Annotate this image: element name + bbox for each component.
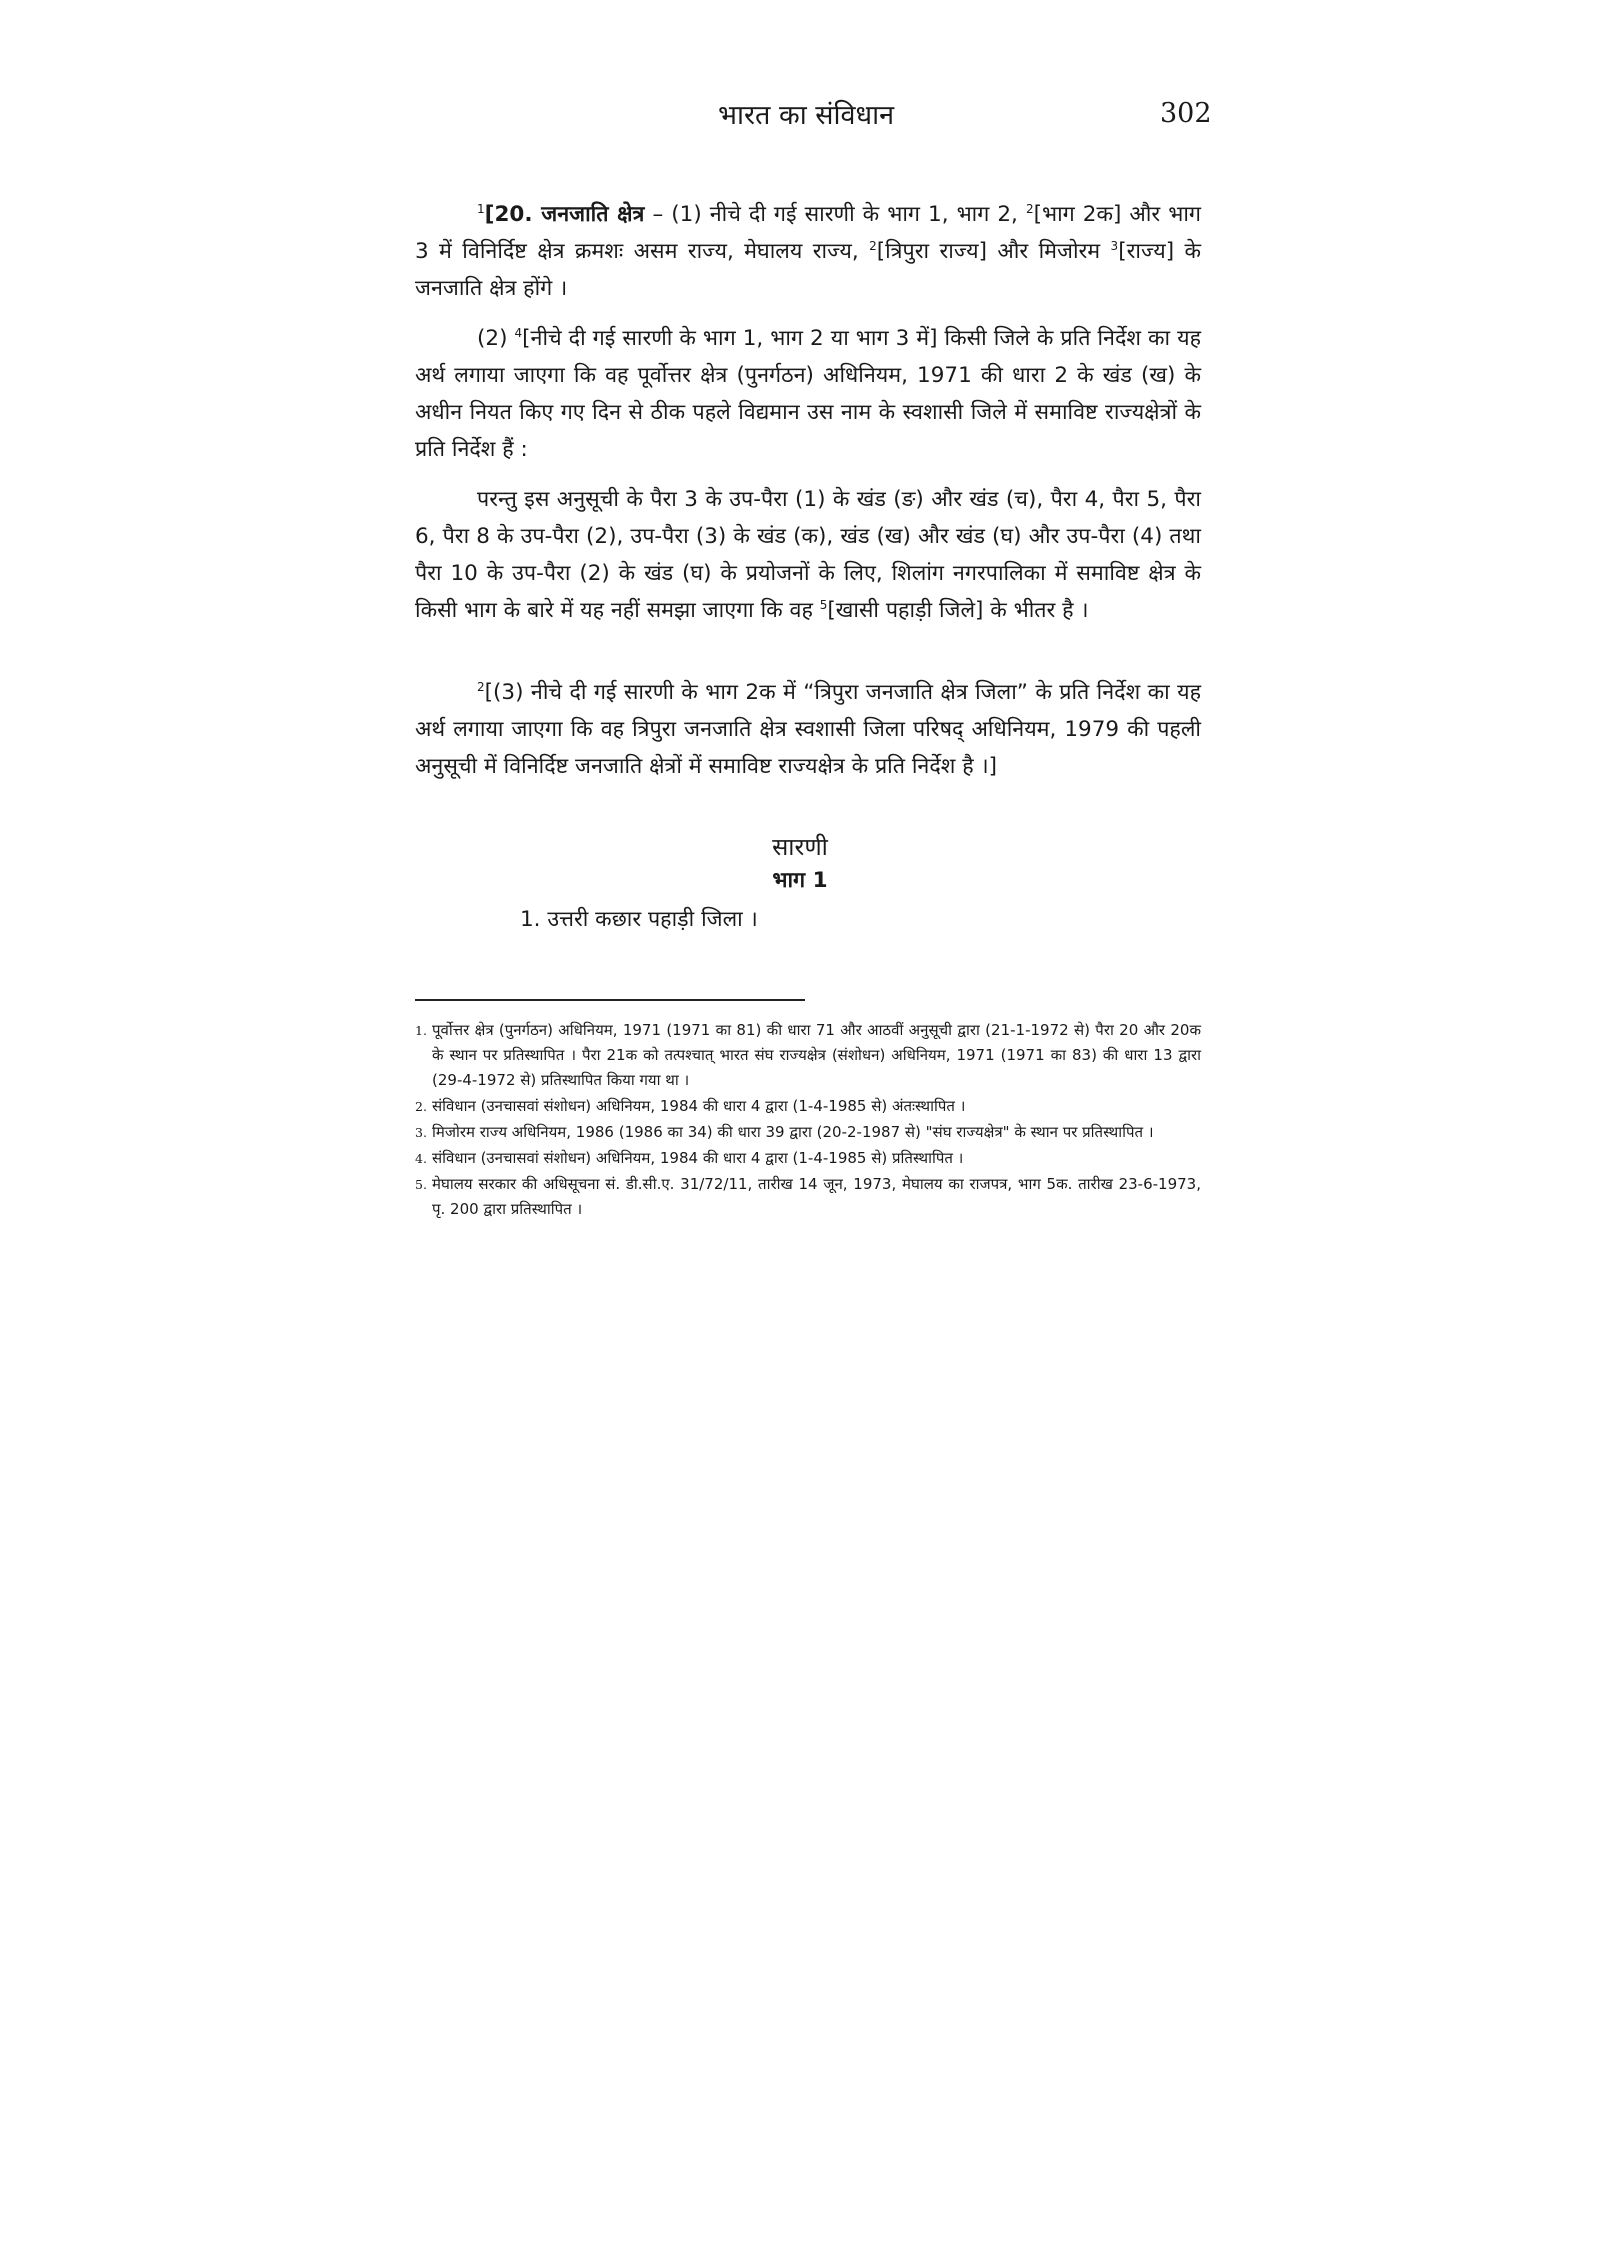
footnote-marker: 2 [477,679,485,694]
footnote-marker: 4 [514,325,523,340]
footnote-number: 3. [415,1125,427,1140]
paragraph-text: (2) [477,326,515,351]
footnote-item [415,1120,1201,1145]
paragraph-text: परन्तु इस अनुसूची के पैरा 3 के उप-पैरा (1) के खंड (ङ) और खंड (च), पैरा 4, पैरा 5, पैरा 6, पैरा 8 के उप-पैरा (2), उप-पैरा (3) के खंड (क), खंड (ख) और खंड (घ) और उप-पैरा (4) तथा पैरा 10 के उप-पैरा (2) के खंड (घ) के प्रयोजनों के लिए, शिलांग नगरपालिका में समाविष्ट क्षेत्र के किसी भाग के बारे में यह नहीं समझा जाएगा कि वह [415,487,1201,623]
footnote-divider [415,999,805,1001]
table-title: सारणी [772,833,828,861]
footnote-text: संविधान (उनचासवां संशोधन) अधिनियम, 1984 की धारा 4 द्वारा (1-4-1985 से) अंतःस्थापित । [432,1097,966,1115]
footnote-number: 2. [415,1099,427,1114]
footnotes-list [415,1018,1201,1223]
paragraph-20-3 [415,674,1201,785]
footnote-text: संविधान (उनचासवां संशोधन) अधिनियम, 1984 की धारा 4 द्वारा (1-4-1985 से) प्रतिस्थापित । [432,1149,964,1167]
paragraph-text: [राज्य] के जनजाति क्षेत्र होंगे । [415,239,1201,301]
footnote-marker: 1 [477,201,485,216]
footnote-text: मेघालय सरकार की अधिसूचना सं. डी.सी.ए. 31/72/11, तारीख 14 जून, 1973, मेघालय का राजपत्र, भाग 5क. तारीख 23-6-1973, पृ. 200 द्वारा प्रतिस्थापित । [432,1175,1201,1218]
footnote-number: 4. [415,1151,427,1166]
footnote-item [415,1094,1201,1119]
footnote-number: 1. [415,1023,427,1038]
section-heading: [20. जनजाति क्षेत्र [484,202,645,227]
page-number: 302 [1160,98,1212,129]
footnote-marker: 5 [819,597,828,612]
paragraph-text: [(3) नीचे दी गई सारणी के भाग 2क में “त्रिपुरा जनजाति क्षेत्र जिला” के प्रति निर्देश का यह अर्थ लगाया जाएगा कि वह त्रिपुरा जनजाति क्षेत्र स्वशासी जिला परिषद् अधिनियम, 1979 की पहली अनुसूची में विनिर्दिष्ट जनजाति क्षेत्रों में समाविष्ट राज्यक्षेत्र के प्रति निर्देश है ।] [415,680,1201,779]
paragraph-text: [त्रिपुरा राज्य] और मिजोरम [876,239,1111,264]
paragraph-text: [खासी पहाड़ी जिले] के भीतर है । [827,598,1089,623]
footnote-item [415,1018,1201,1093]
footnote-marker: 2 [869,238,877,253]
paragraph-20-1 [415,196,1201,307]
page-header-title: भारत का संविधान [718,100,895,131]
footnote-text: मिजोरम राज्य अधिनियम, 1986 (1986 का 34) की धारा 39 द्वारा (20-2-1987 से) "संघ राज्यक्षेत्र" के स्थान पर प्रतिस्थापित । [432,1123,1154,1141]
footnote-text: पूर्वोत्तर क्षेत्र (पुनर्गठन) अधिनियम, 1971 (1971 का 81) की धारा 71 और आठवीं अनुसूची द्वारा (21-1-1972 से) पैरा 20 और 20क के स्थान पर प्रतिस्थापित । पैरा 21क को तत्पश्चात् भारत संघ राज्यक्षेत्र (संशोधन) अधिनियम, 1971 (1971 का 83) की धारा 13 द्वारा (29-4-1972 से) प्रतिस्थापित किया गया था । [432,1021,1201,1089]
paragraph-text: [भाग 2क] और भाग 3 में विनिर्दिष्ट क्षेत्र क्रमशः असम राज्य, मेघालय राज्य, [415,202,1201,264]
footnote-marker: 3 [1110,238,1119,253]
footnote-marker: 2 [1025,201,1034,216]
footnote-item [415,1146,1201,1171]
paragraph-20-2 [415,320,1201,468]
footnote-number: 5. [415,1177,427,1192]
paragraph-text: [नीचे दी गई सारणी के भाग 1, भाग 2 या भाग 3 में] किसी जिले के प्रति निर्देश का यह अर्थ लगाया जाएगा कि वह पूर्वोत्तर क्षेत्र (पुनर्गठन) अधिनियम, 1971 की धारा 2 के खंड (ख) के अधीन नियत किए गए दिन से ठीक पहले विद्यमान उस नाम के स्वशासी जिले में समाविष्ट राज्यक्षेत्रों के प्रति निर्देश हैं : [415,326,1202,462]
table-entry: 1. उत्तरी कछार पहाड़ी जिला । [520,907,758,932]
paragraph-text: – (1) नीचे दी गई सारणी के भाग 1, भाग 2, [644,202,1026,227]
paragraph-proviso [415,481,1201,629]
table-part-heading: भाग 1 [772,868,828,893]
footnote-item [415,1172,1201,1222]
